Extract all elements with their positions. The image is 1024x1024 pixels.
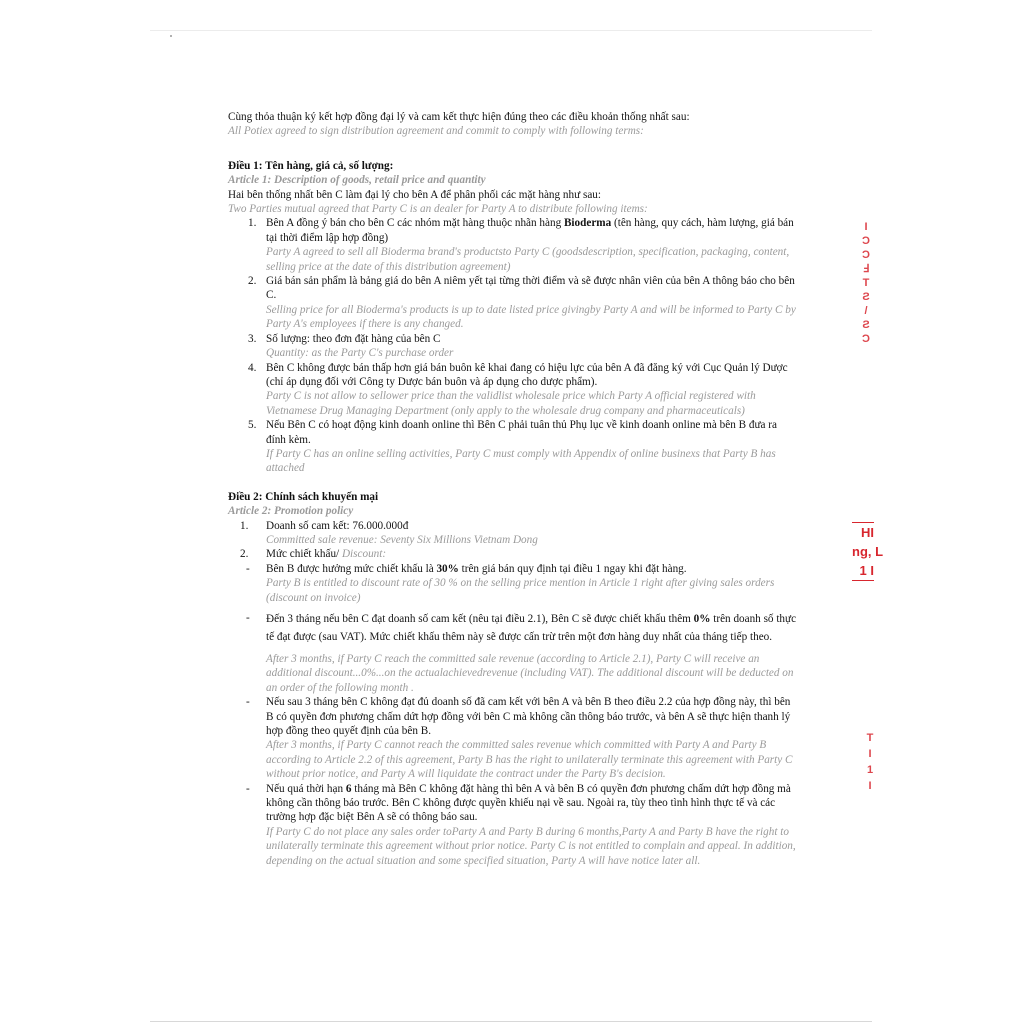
dash-bullet: - — [246, 562, 250, 575]
brand-name: Bioderma — [563, 217, 612, 230]
article1-lead: Hai bên thống nhất bên C làm đại lý cho bên A để phân phối các mặt hàng như sau: — [228, 188, 601, 201]
article2-item-1 — [228, 519, 798, 548]
article1-item-2 — [228, 274, 798, 332]
article2-title: Điều 2: Chính sách khuyến mại — [228, 490, 379, 503]
item-number: 2. — [248, 275, 257, 288]
item-text-en: Quantity: as the Party C's purchase order — [266, 347, 454, 360]
clause-text-vi: Nếu quá thời hạn 6 tháng mà Bên C không đặt hàng thì bên A và bên B có quyền đơn phương chấm dứt hợp đồng mà không cần thông báo trước. Bên C không được quyền khiếu nại về sau. Ngoài ra, tùy theo tình hình thực tế và các trường hợp đặc biệt Bên A sẽ có thông báo sau. — [266, 782, 791, 824]
contract-body — [228, 110, 798, 868]
scan-speck — [170, 35, 172, 37]
discount-clause-4 — [228, 782, 798, 868]
item-text-vi: Bên C không được bán thấp hơn giá bán buôn kê khai đang có hiệu lực của bên A đã đăng ký với Cục Quản lý Dược (chỉ áp dụng đối với Công ty Dược bán buôn và áp dụng cho dược phẩm). — [266, 361, 788, 388]
item-text-en: Party A agreed to sell all Bioderma brand's productsto Party C (goodsdescription, specification, packaging, content, selling price at the date of this distribution agreement) — [266, 246, 790, 273]
page-bottom-edge — [150, 1021, 872, 1022]
discount-clause-1 — [228, 562, 798, 605]
item-text-vi: Nếu Bên C có hoạt động kinh doanh online thì Bên C phải tuân thủ Phụ lục về kinh doanh online mà bên B đưa ra đính kèm. — [266, 419, 777, 446]
committed-revenue: Doanh số cam kết: 76.000.000đ — [266, 519, 409, 532]
seal-fragment-middle: HI ng, L 1 I — [852, 522, 874, 581]
discount-clause-3 — [228, 695, 798, 781]
intro-vi: Cùng thỏa thuận ký kết hợp đồng đại lý và cam kết thực hiện đúng theo các điều khoản thống nhất sau: — [228, 111, 690, 123]
committed-revenue-en: Committed sale revenue: Seventy Six Millions Vietnam Dong — [266, 533, 538, 546]
item-text-en: Selling price for all Bioderma's products is up to date listed price givingby Party A and will be informed to Party C by Party A's employees if there is any changed. — [266, 303, 796, 331]
clause-text-vi: Bên B được hưởng mức chiết khấu là 30% trên giá bán quy định tại điều 1 ngay khi đặt hàng. — [266, 562, 687, 575]
item-number: 5. — [248, 419, 257, 432]
article1-item-5 — [228, 418, 798, 476]
item-text-vi: Số lượng: theo đơn đặt hàng của bên C — [266, 332, 441, 345]
discount-clause-2 — [228, 611, 798, 695]
item-number: 1. — [248, 217, 257, 230]
article2-item-2 — [228, 547, 798, 561]
clause-text-vi: Nếu sau 3 tháng bên C không đạt đủ doanh số đã cam kết với bên A và bên B theo điều 2.2 của hợp đồng này, thì bên B có quyền đơn phương chấm dứt hợp đồng với bên C mà không cần thông báo trước, và bên A sẽ thực hiện thanh lý hợp đồng theo quyết định của bên B. — [266, 696, 791, 738]
clause-text-vi: Đến 3 tháng nếu bên C đạt doanh số cam kết (nêu tại điều 2.1), Bên C sẽ được chiết khấu thêm 0% trên doanh số thực tế đạt được (sau VAT). Mức chiết khấu thêm này sẽ được cấn trừ trên một đơn hàng duy nhất của tháng tiếp theo. — [266, 613, 797, 643]
article1-title-en: Article 1: Description of goods, retail price and quantity — [228, 174, 486, 187]
intro-en: All Potiex agreed to sign distribution agreement and commit to comply with following terms: — [228, 125, 644, 138]
dash-bullet: - — [246, 612, 250, 624]
page-top-edge — [150, 30, 872, 31]
dash-bullet: - — [246, 782, 250, 795]
item-number: 4. — [248, 361, 257, 374]
discount-heading: Mức chiết khấu/ Discount: — [266, 548, 387, 561]
clause-text-en: Party B is entitled to discount rate of 30 % on the selling price mention in Article 1 right after giving sales orders (discount on invoice) — [266, 577, 775, 604]
dash-bullet: - — [246, 696, 250, 709]
item-number: 3. — [248, 332, 257, 345]
item-text-vi: Giá bán sản phẩm là bảng giá do bên A niêm yết tại từng thời điểm và sẽ được nhân viên của bên A thông báo cho bên C. — [266, 275, 795, 302]
item-text-en: Party C is not allow to sellower price than the validlist wholesale price which Party A official registered with Vietnamese Drug Managing Department (only apply to the wholesale drug company and pharmaceuticals) — [266, 390, 756, 417]
item-number: 1. — [240, 519, 249, 532]
clause-text-en: After 3 months, if Party C reach the committed sale revenue (according to Article 2.1), Party C will receive an additional discount...0%...on the actualachievedrevenue (including VAT). The additional discount will be deducted on an order of the following month . — [266, 653, 794, 694]
seal-fragment-top: I Ɔ Ɔ Ⅎ T Ƨ / Ƨ Ɔ — [862, 221, 870, 345]
item-text-en: If Party C has an online selling activities, Party C must comply with Appendix of online businexs that Party B has attached — [266, 447, 776, 475]
seal-fragment-bottom: T I 1 I — [866, 732, 874, 792]
item-text-vi: Bên A đồng ý bán cho bên C các nhóm mặt hàng thuộc nhãn hàng Bioderma (tên hàng, quy cách, hàm lượng, giá bán tại thời điểm lập hợp đồng) — [266, 217, 794, 244]
clause-text-en: If Party C do not place any sales order toParty A and Party B during 6 months,Party A and Party B have the right to unilaterally terminate this agreement without prior notice. Party C is not entitled to complain and appeal. In addition, depending on the actual situation and some specified situation, Party A will have notice later all. — [266, 825, 796, 867]
item-number: 2. — [240, 548, 249, 561]
article1-item-1 — [228, 216, 798, 274]
article2-title-en: Article 2: Promotion policy — [228, 505, 354, 518]
article1-title: Điều 1: Tên hàng, giá cả, số lượng: — [228, 159, 394, 172]
article1-item-3 — [228, 332, 798, 361]
clause-text-en: After 3 months, if Party C cannot reach the committed sales revenue which committed with Party A and Party B according to Article 2.2 of this agreement, Party B has the right to unilaterally terminate this agreement with Party C without prior notice, and Party A will liquidate the contract under the Party B's decision. — [266, 739, 793, 781]
article1-item-4 — [228, 361, 798, 419]
article1-lead-en: Two Parties mutual agreed that Party C is an dealer for Party A to distribute following items: — [228, 203, 648, 216]
